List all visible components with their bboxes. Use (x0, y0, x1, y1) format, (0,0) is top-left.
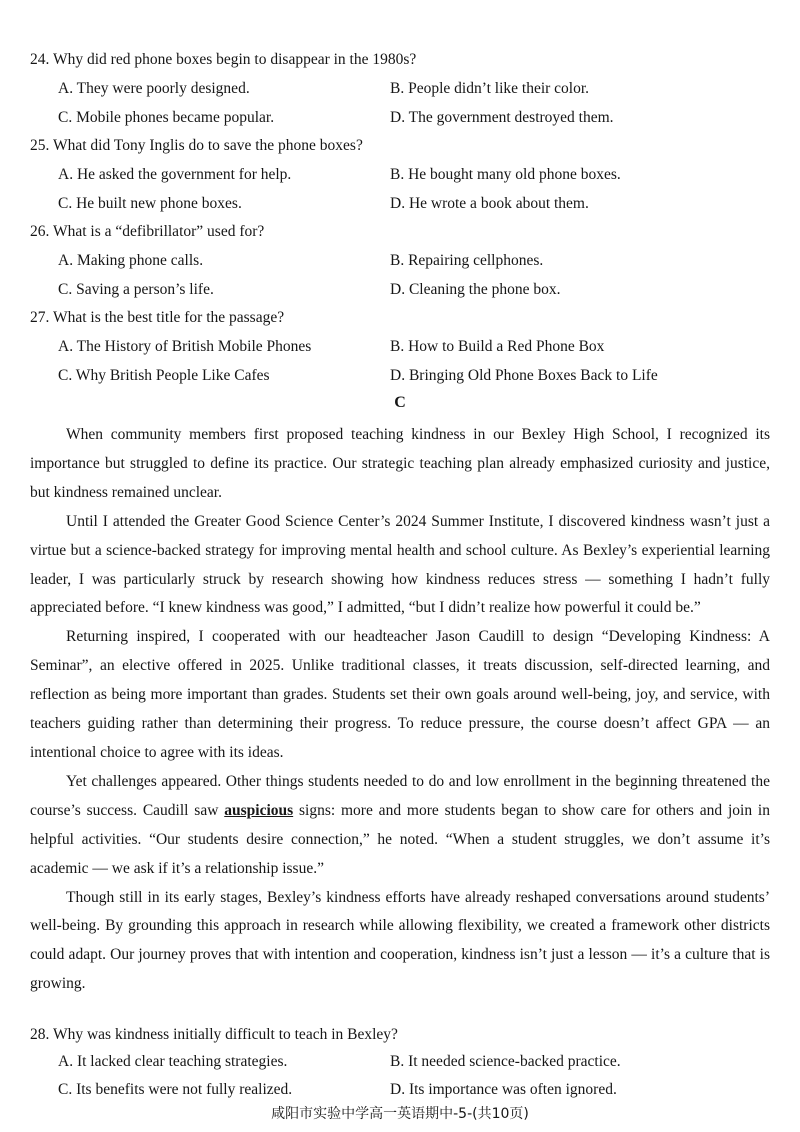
question-26-option-b: B. Repairing cellphones. (390, 252, 544, 269)
question-25-option-c: C. He built new phone boxes. (58, 195, 242, 212)
question-25-option-a: A. He asked the government for help. (58, 166, 292, 183)
paragraph-4-text-after: signs: more and more students began to show care for others and join in helpful activities. “Our students desire connection,” he noted. “When a student struggles, we don’t assume it’s academic — we ask if it’s a relationship issue.” (30, 801, 770, 877)
question-28-option-d: D. Its importance was often ignored. (390, 1081, 617, 1098)
question-28-option-c: C. Its benefits were not fully realized. (58, 1081, 293, 1098)
passage-paragraph-1: When community members first proposed teaching kindness in our Bexley High School, I recognized its importance but struggled to define its practice. Our strategic teaching plan already emphasized curiosity and justice, but kindness remained unclear. (30, 426, 770, 501)
question-27-option-a: A. The History of British Mobile Phones (58, 338, 312, 355)
highlighted-vocabulary-word: auspicious (224, 801, 294, 819)
passage-paragraph-4 (30, 768, 770, 884)
question-27-option-b: B. How to Build a Red Phone Box (390, 338, 605, 355)
question-24-option-d: D. The government destroyed them. (390, 109, 614, 126)
question-24-option-c: C. Mobile phones became popular. (58, 109, 275, 126)
section-heading: C (394, 394, 406, 411)
passage-paragraph-3: Returning inspired, I cooperated with our headteacher Jason Caudill to design “Developing Kindness: A Seminar”, an elective offered in 2025. Unlike traditional classes, it treats discussion, self-directed learning, and reflection as being more important than grades. Students set their own goals around well-being, joy, and service, with teachers guiding rather than determining their progress. To reduce pressure, the course doesn’t affect GPA — an intentional choice to agree with its ideas. (30, 628, 770, 761)
question-27-stem: 27. What is the best title for the passage? (30, 309, 285, 326)
question-25-stem: 25. What did Tony Inglis do to save the phone boxes? (30, 137, 363, 154)
question-24-option-b: B. People didn’t like their color. (390, 80, 590, 97)
question-25-option-d: D. He wrote a book about them. (390, 195, 589, 212)
passage-paragraph-5: Though still in its early stages, Bexley’s kindness efforts have already reshaped conversations around students’ well-being. By grounding this approach in research while allowing flexibility, we created a framework other districts could adapt. Our journey proves that with intention and cooperation, kindness isn’t just a lesson — it’s a culture that is growing. (30, 888, 770, 993)
question-28-stem: 28. Why was kindness initially difficult to teach in Bexley? (30, 1026, 398, 1043)
question-25-option-b: B. He bought many old phone boxes. (390, 166, 621, 183)
question-24-stem: 24. Why did red phone boxes begin to disappear in the 1980s? (30, 51, 417, 68)
question-26-option-d: D. Cleaning the phone box. (390, 281, 561, 298)
page-footer: 咸阳市实验中学高一英语期中-5-(共10页) (271, 1106, 529, 1122)
question-27-option-d: D. Bringing Old Phone Boxes Back to Life (390, 367, 658, 384)
reading-passage (30, 421, 770, 999)
question-24-option-a: A. They were poorly designed. (58, 80, 250, 97)
paragraph-4-text-before: Yet challenges appeared. Other things students needed to do and low enrollment in the beginning threatened the course’s success. Caudill saw (30, 772, 770, 819)
passage-paragraph-2: Until I attended the Greater Good Science Center’s 2024 Summer Institute, I discovered kindness wasn’t just a virtue but a science-backed strategy for improving mental health and school culture. As Bexley’s experiential learning leader, I was particularly struck by research showing how kindness reduces stress — something I hadn’t fully appreciated before. “I knew kindness was good,” I admitted, “but I didn’t realize how powerful it could be.” (30, 512, 770, 617)
question-28-option-b: B. It needed science-backed practice. (390, 1053, 621, 1070)
question-26-option-a: A. Making phone calls. (58, 252, 204, 269)
question-26-option-c: C. Saving a person’s life. (58, 281, 214, 298)
question-28-option-a: A. It lacked clear teaching strategies. (58, 1053, 288, 1070)
question-26-stem: 26. What is a “defibrillator” used for? (30, 223, 265, 240)
question-27-option-c: C. Why British People Like Cafes (58, 367, 270, 384)
